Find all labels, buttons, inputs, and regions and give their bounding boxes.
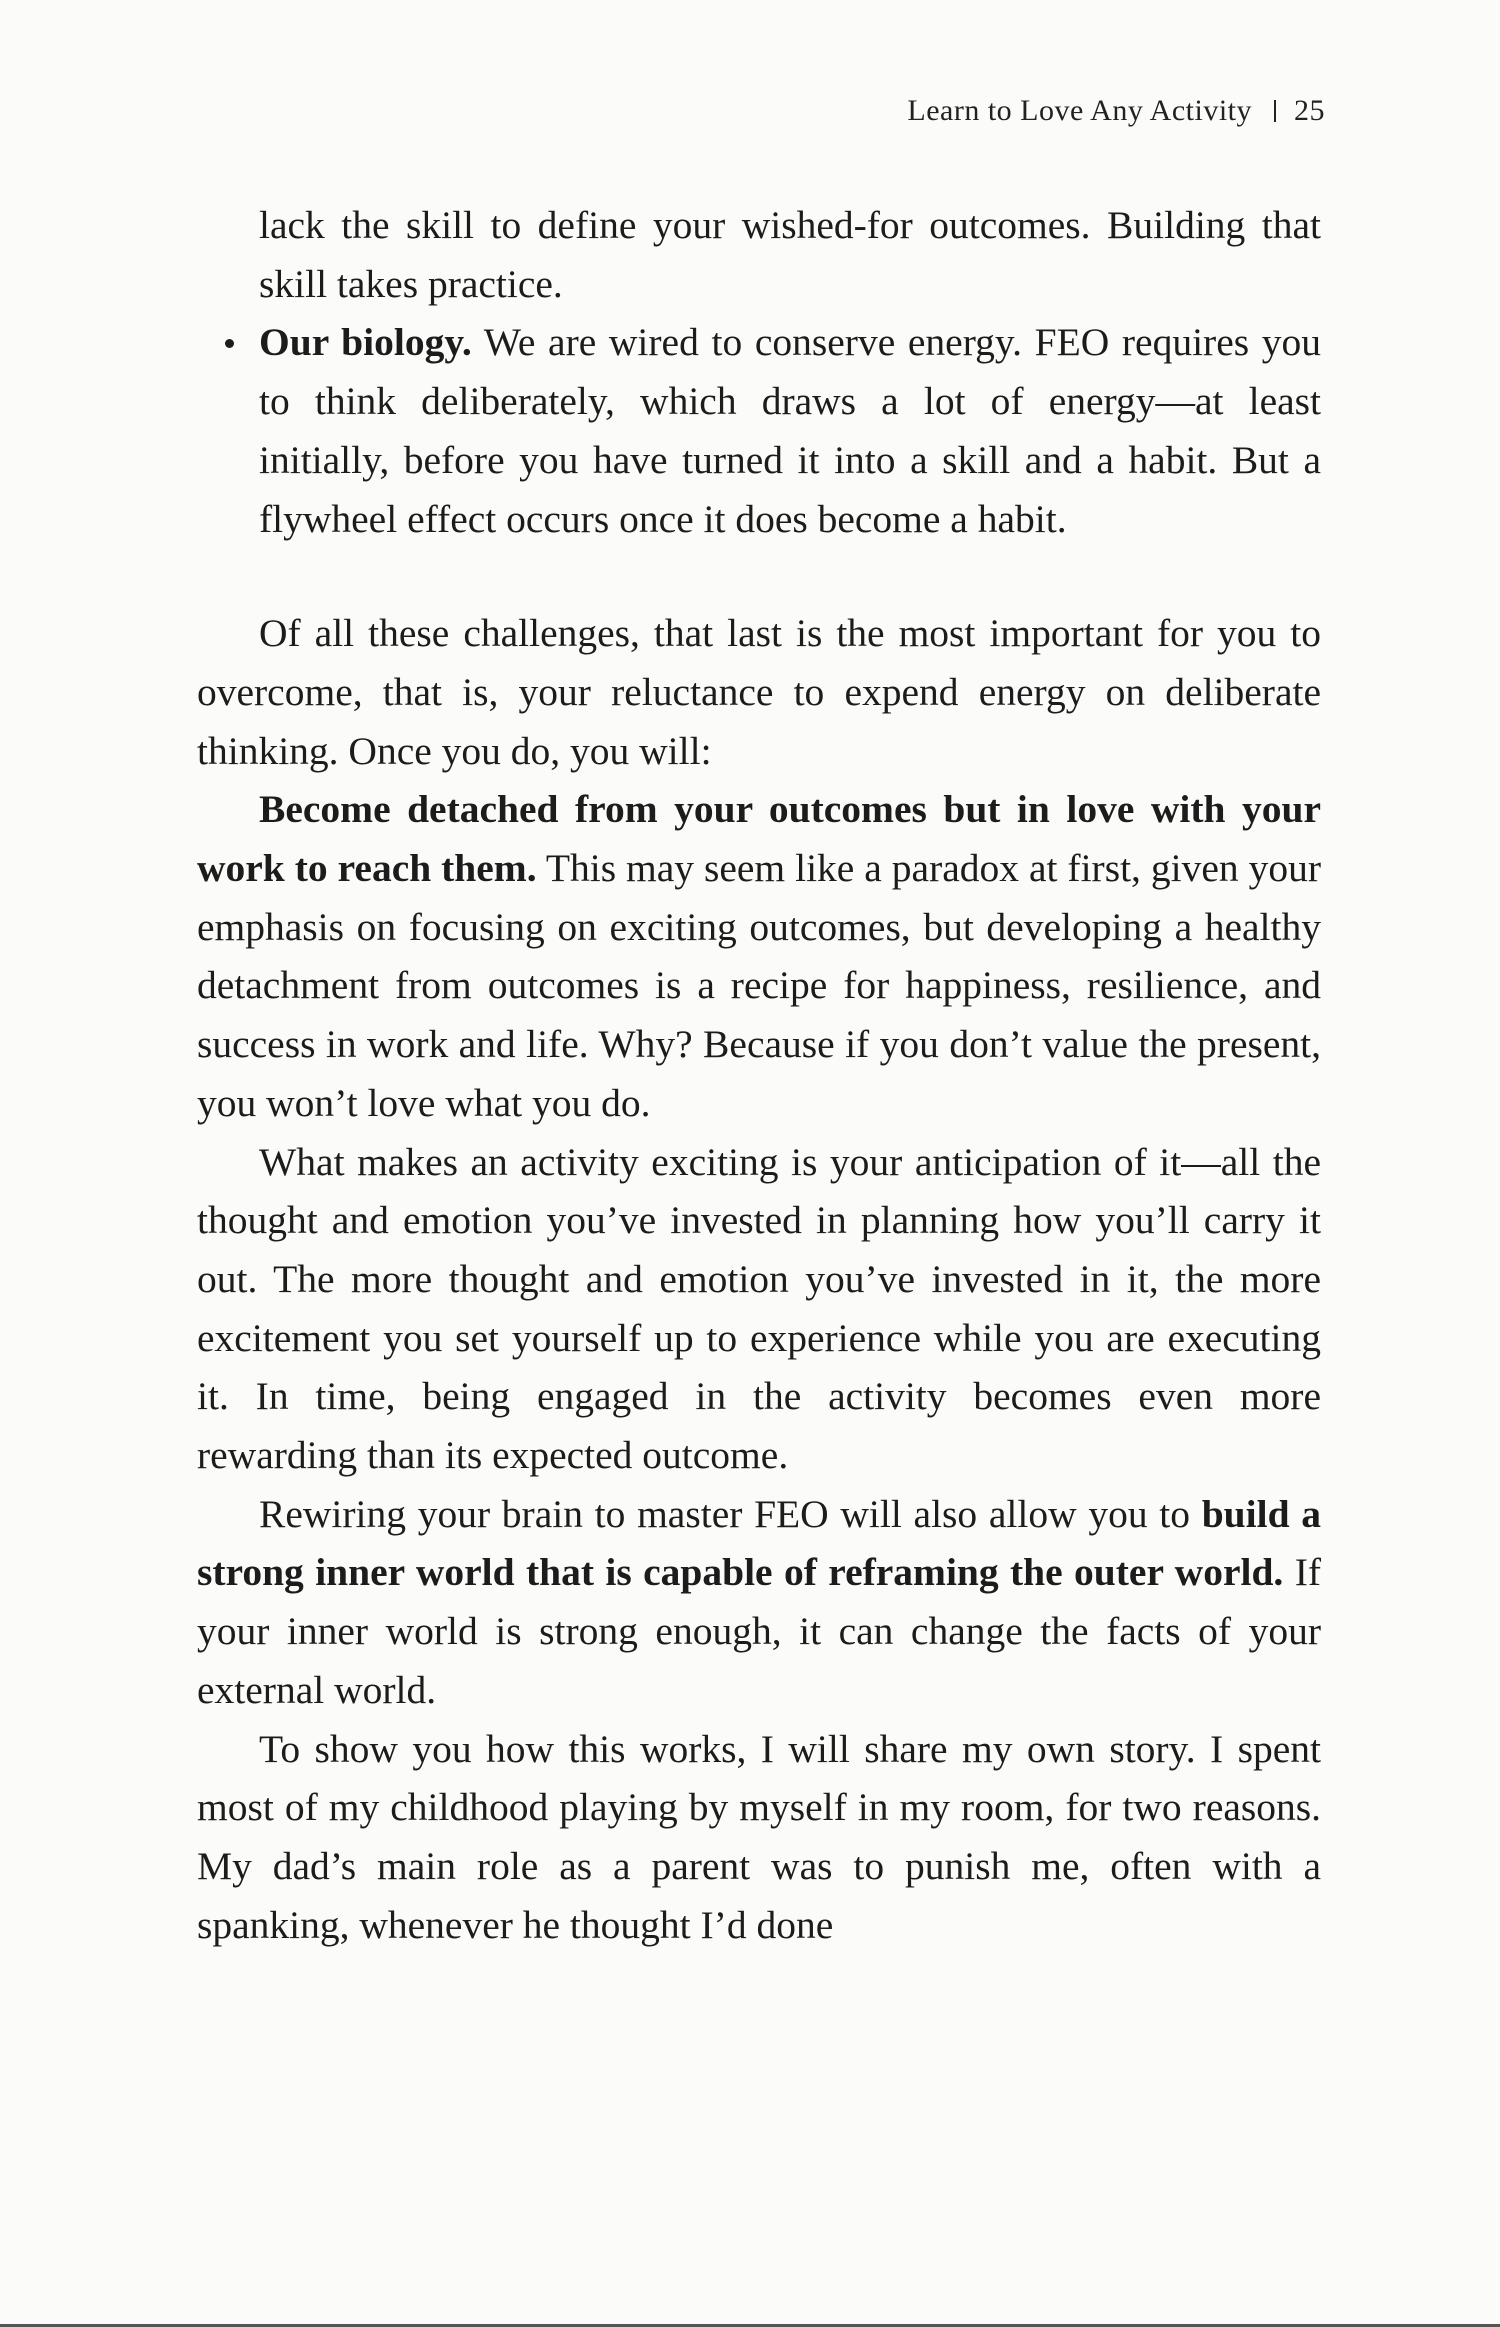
bullet-label: Our biology. — [259, 320, 472, 365]
bullet-item-biology — [197, 313, 1321, 548]
bullet-text: We are wired to conserve energy. FEO requires you to think deliberately, which draws a lot of energy—at least initially, before you have turned it into a skill and a habit. But a flywheel effect occurs once it does become a habit. — [259, 320, 1322, 541]
paragraph-story: To show you how this works, I will share my own story. I spent most of my childhood playing by myself in my room, for two reasons. My dad’s main role as a parent was to punish me, often with a spanking, whenever he thought I’d done — [197, 1726, 1321, 1947]
paragraph-challenges: Of all these challenges, that last is the most important for you to overcome, that is, your reluctance to expend energy on deliberate thinking. Once you do, you will: — [197, 611, 1321, 773]
paragraph-detached-text: This may seem like a paradox at first, given your emphasis on focusing on exciting outcomes, but developing a healthy detachment from outcomes is a recipe for happiness, resilience, and success in work and life. Why? Because if you don’t value the present, you won’t love what you do. — [197, 846, 1321, 1125]
paragraph-inner-world-tail: If your inner world is strong enough, it can change the facts of your external world. — [197, 1550, 1321, 1712]
running-title: Learn to Love Any Activity — [907, 94, 1252, 127]
paragraph-inner-world-lead: Rewiring your brain to master FEO will also allow you to — [259, 1491, 1190, 1536]
page-number: 25 — [1294, 94, 1325, 127]
emphasis-inner-world: build a strong inner world that is capable of reframing the outer world. — [197, 1491, 1322, 1595]
emphasis-detached: Become detached from your outcomes but in love with your work to reach them. — [197, 787, 1321, 891]
header-separator — [1274, 100, 1276, 122]
paragraph-inner-world — [197, 1485, 1321, 1720]
bullet-icon — [225, 339, 234, 348]
continuation-paragraph: lack the skill to define your wished-for outcomes. Building that skill takes practice. — [259, 203, 1321, 306]
paragraph-anticipation: What makes an activity exciting is your anticipation of it—all the thought and emotion you’ve invested in planning how you’ll carry it out. The more thought and emotion you’ve invested in it, the more excitement you set yourself up to experience while you are executing it. In time, being engaged in the activity becomes even more rewarding than its expected outcome. — [197, 1139, 1321, 1478]
running-header — [907, 94, 1325, 128]
paragraph-detached — [197, 780, 1321, 1132]
body-text — [197, 196, 1321, 1954]
